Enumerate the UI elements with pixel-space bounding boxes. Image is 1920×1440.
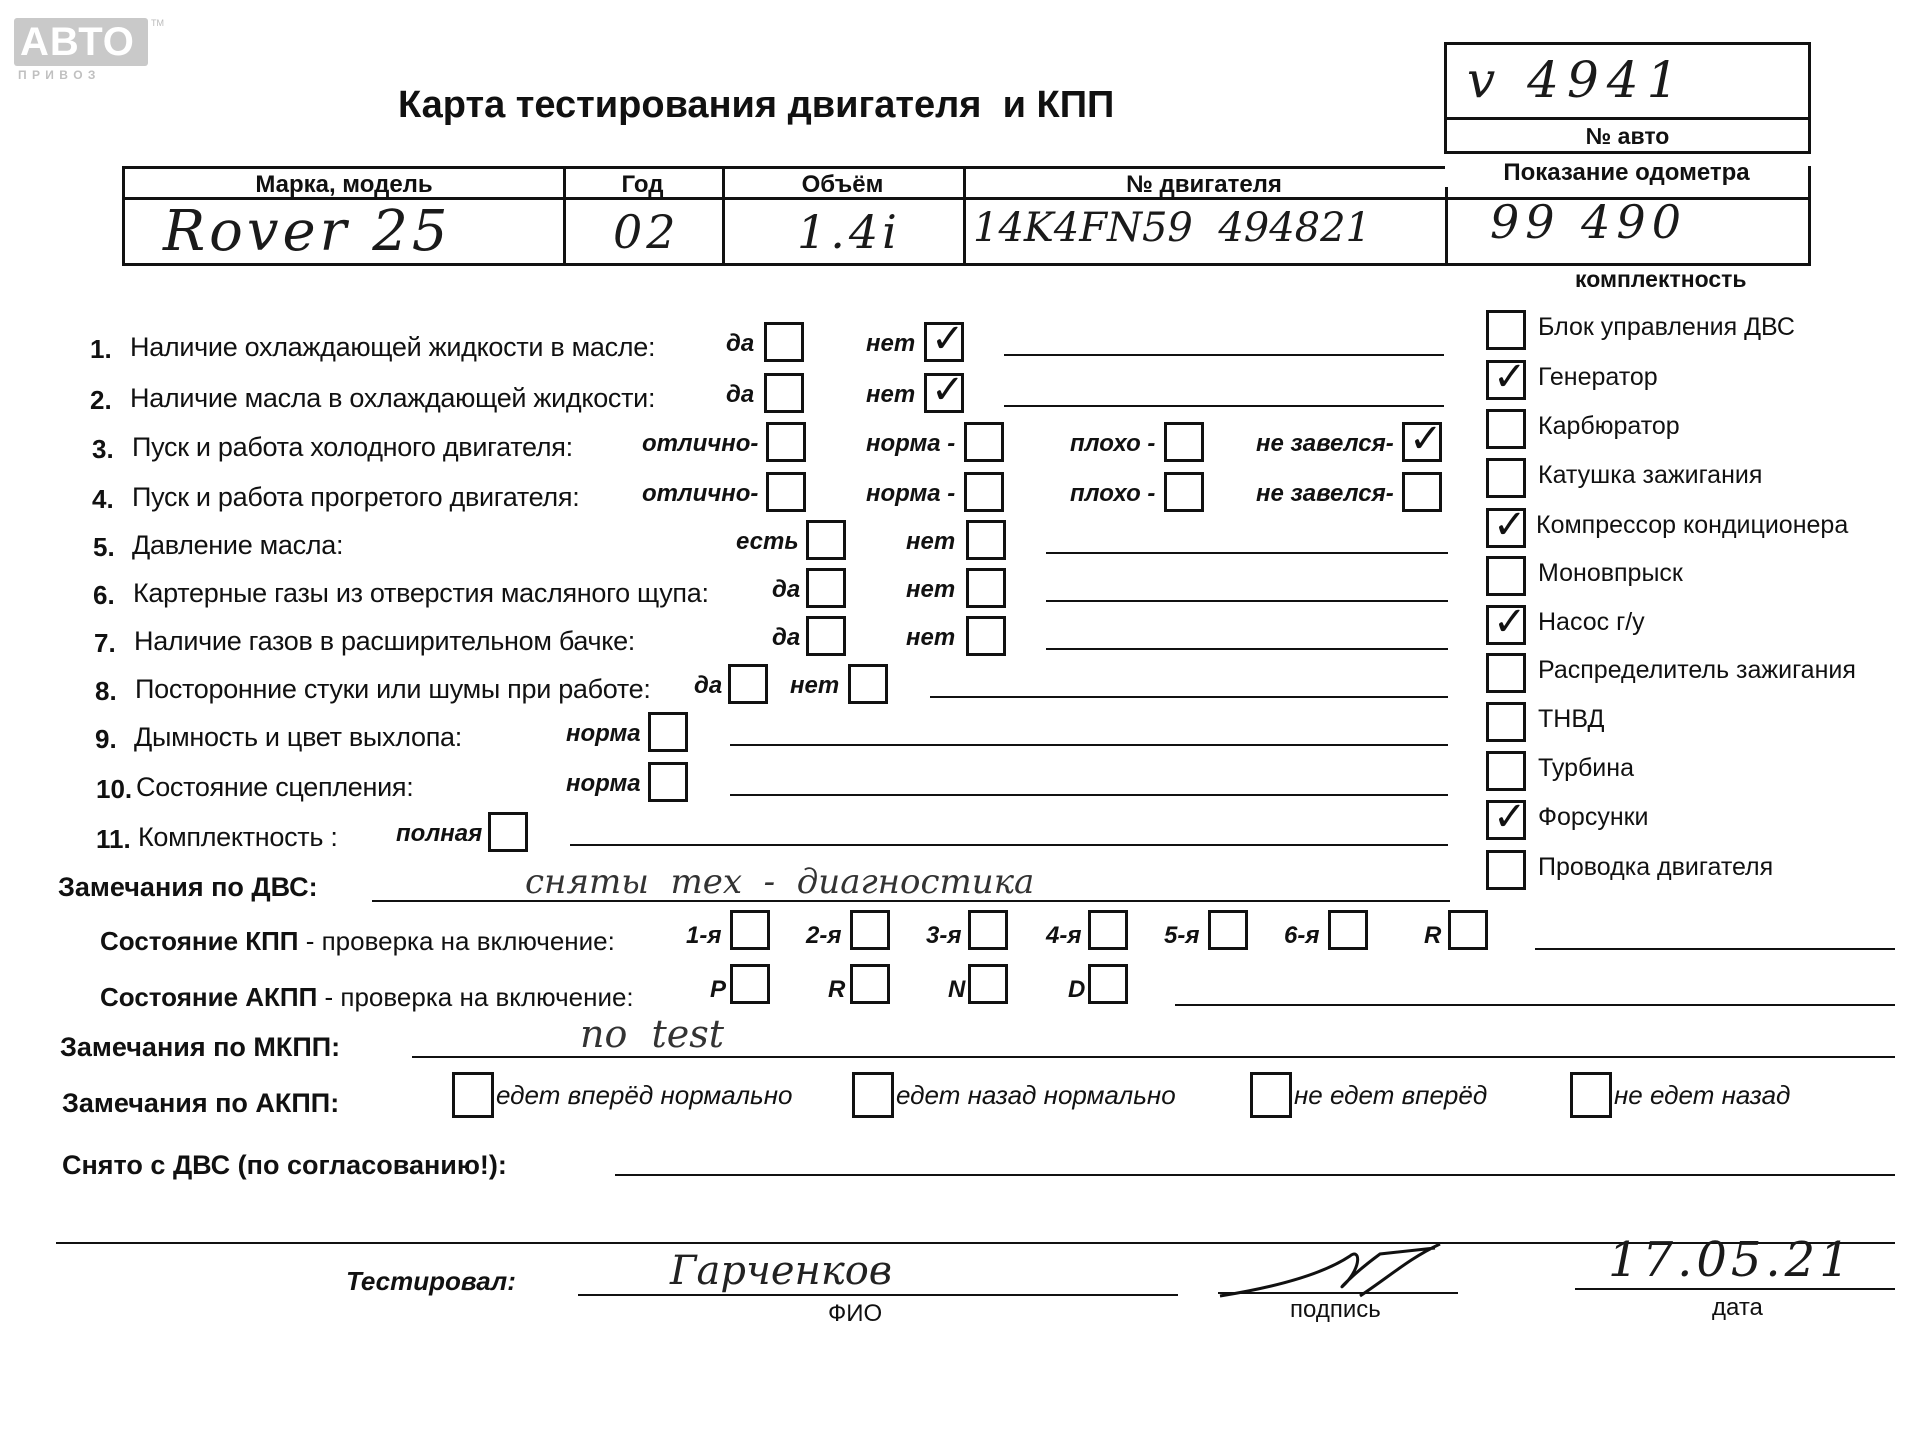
- option-checkbox[interactable]: [964, 422, 1004, 462]
- tested-by-label: Тестировал:: [346, 1266, 516, 1296]
- completeness-item-label: ТНВД: [1538, 705, 1605, 733]
- option-checkbox[interactable]: [766, 472, 806, 512]
- logo: [14, 18, 164, 82]
- question-answer-line: [930, 696, 1448, 698]
- question-number: 3.: [92, 434, 114, 464]
- engine-remarks-handwritten: сняты тех - диагностика: [525, 862, 1035, 902]
- kpp-gear-label: 2-я: [806, 922, 842, 949]
- completeness-item-label: Распределитель зажигания: [1538, 656, 1856, 684]
- vehicle-id-box: [1444, 42, 1811, 154]
- vehicle-id-handwritten: v 4941: [1467, 51, 1687, 109]
- option-checkbox[interactable]: [806, 520, 846, 560]
- question-answer-line: [1046, 552, 1448, 554]
- option-checkbox[interactable]: [966, 520, 1006, 560]
- option-checkbox[interactable]: [764, 373, 804, 413]
- option-label: есть: [736, 528, 799, 555]
- checkmark-icon: ✓: [1493, 502, 1527, 548]
- completeness-title: комплектность: [1575, 266, 1747, 292]
- option-label: норма: [566, 720, 641, 747]
- kpp-label-bold: Состояние КПП: [100, 926, 299, 956]
- option-label: не завелся-: [1256, 430, 1394, 457]
- value-engine-number: 14K4FN59 494821: [973, 205, 1372, 251]
- completeness-item-label: Турбина: [1538, 754, 1634, 782]
- date-label: дата: [1712, 1294, 1763, 1321]
- option-label: отлично-: [642, 480, 759, 507]
- vehicle-info-table: [122, 159, 1811, 266]
- completeness-checkbox[interactable]: [1486, 653, 1526, 693]
- completeness-item-label: Компрессор кондиционера: [1536, 511, 1849, 539]
- fio-label: ФИО: [828, 1300, 883, 1327]
- checkmark-icon: ✓: [931, 316, 965, 362]
- mkpp-remarks-handwritten: no test: [580, 1012, 725, 1056]
- question-text: Пуск и работа холодного двигателя:: [132, 432, 573, 462]
- akpp-remark-label: не едет вперёд: [1294, 1080, 1488, 1110]
- akpp-remark-checkbox[interactable]: [1250, 1072, 1292, 1118]
- header-volume: Объём: [801, 171, 884, 198]
- kpp-gear-label: 5-я: [1164, 922, 1200, 949]
- akpp-gear-label: N: [948, 976, 966, 1003]
- option-checkbox[interactable]: [488, 812, 528, 852]
- checkmark-icon: ✓: [1493, 354, 1527, 400]
- question-number: 9.: [95, 724, 117, 754]
- option-checkbox[interactable]: [966, 616, 1006, 656]
- option-checkbox[interactable]: [648, 712, 688, 752]
- page-title: Карта тестирования двигателя и КПП: [398, 84, 1115, 126]
- option-checkbox[interactable]: [964, 472, 1004, 512]
- question-number: 5.: [93, 532, 115, 562]
- akpp-remark-checkbox[interactable]: [452, 1072, 494, 1118]
- checkmark-icon: ✓: [1409, 416, 1443, 462]
- option-label: плохо -: [1070, 480, 1156, 507]
- option-checkbox[interactable]: [924, 367, 965, 413]
- header-year: Год: [621, 171, 664, 198]
- logo-text: АВТО: [20, 20, 135, 64]
- date-line: [1575, 1288, 1895, 1290]
- kpp-gear-label: 1-я: [686, 922, 722, 949]
- option-label: норма -: [866, 430, 956, 457]
- question-text: Пуск и работа прогретого двигателя:: [132, 482, 580, 512]
- akpp-gear-checkbox[interactable]: [1088, 964, 1128, 1004]
- option-checkbox[interactable]: [924, 316, 965, 362]
- kpp-gear-checkbox[interactable]: [968, 910, 1008, 950]
- completeness-item-label: Моновпрыск: [1538, 559, 1683, 587]
- name-line: [578, 1294, 1178, 1296]
- completeness-checkbox[interactable]: [1486, 310, 1526, 350]
- vehicle-id-label: № авто: [1585, 123, 1670, 149]
- completeness-checkbox[interactable]: [1486, 354, 1527, 400]
- completeness-item-label: Генератор: [1538, 363, 1658, 391]
- completeness-item-label: Насос г/у: [1538, 608, 1645, 636]
- question-answer-line: [730, 794, 1448, 796]
- option-checkbox[interactable]: [966, 568, 1006, 608]
- kpp-gear-label: 4-я: [1046, 922, 1082, 949]
- logo-tm: TM: [151, 18, 164, 28]
- question-text: Комплектность :: [138, 822, 338, 852]
- question-text: Наличие газов в расширительном бачке:: [134, 626, 636, 656]
- completeness-item-label: Форсунки: [1538, 803, 1649, 831]
- removed-line-1: [615, 1174, 1895, 1176]
- question-number: 7.: [94, 628, 116, 658]
- kpp-gear-label: 6-я: [1284, 922, 1320, 949]
- completeness-item-label: Блок управления ДВС: [1538, 313, 1795, 341]
- kpp-gear-label: R: [1424, 922, 1442, 949]
- mkpp-remarks-line: [412, 1056, 1895, 1058]
- akpp-remark-checkbox[interactable]: [852, 1072, 894, 1118]
- question-text: Наличие охлаждающей жидкости в масле:: [130, 332, 656, 362]
- akpp-remark-label: едет вперёд нормально: [496, 1080, 793, 1110]
- akpp-gear-checkbox[interactable]: [850, 964, 890, 1004]
- logo-subtitle: П Р И В О З: [18, 68, 97, 82]
- option-label: нет: [790, 672, 840, 699]
- option-checkbox[interactable]: [1402, 472, 1442, 512]
- engine-remarks-label: Замечания по ДВС:: [58, 872, 318, 902]
- header-engine-number: № двигателя: [1126, 171, 1282, 198]
- option-label: нет: [906, 576, 956, 603]
- akpp-remarks-label: Замечания по АКПП:: [62, 1088, 340, 1118]
- completeness-checkbox[interactable]: [1486, 702, 1526, 742]
- question-answer-line: [1046, 600, 1448, 602]
- option-label: норма: [566, 770, 641, 797]
- value-volume: 1.4i: [797, 205, 901, 259]
- akpp-gear-label: D: [1068, 976, 1086, 1003]
- question-text: Наличие масла в охлаждающей жидкости:: [130, 383, 656, 413]
- option-checkbox[interactable]: [1164, 472, 1204, 512]
- question-text: Состояние сцепления:: [136, 772, 414, 802]
- kpp-label: [100, 926, 615, 957]
- akpp-label-rest: - проверка на включение:: [317, 982, 634, 1012]
- option-label: полная: [396, 820, 483, 847]
- completeness-checkbox[interactable]: [1486, 458, 1526, 498]
- kpp-gear-checkbox[interactable]: [1328, 910, 1368, 950]
- option-label: не завелся-: [1256, 480, 1394, 507]
- kpp-gear-checkbox[interactable]: [850, 910, 890, 950]
- option-label: да: [726, 381, 755, 408]
- removed-label: Снято с ДВС (по согласованию!):: [62, 1150, 507, 1180]
- vehicle-id-divider: [1447, 117, 1808, 120]
- completeness-checkbox[interactable]: [1486, 409, 1526, 449]
- akpp-remark-label: не едет назад: [1614, 1080, 1791, 1110]
- question-text: Давление масла:: [132, 530, 344, 560]
- completeness-checkbox[interactable]: [1486, 599, 1527, 645]
- question-answer-line: [570, 844, 1448, 846]
- completeness-item-label: Карбюратор: [1538, 412, 1680, 440]
- option-checkbox[interactable]: [1164, 422, 1204, 462]
- completeness-checkbox[interactable]: [1486, 556, 1526, 596]
- completeness-item-label: Проводка двигателя: [1538, 853, 1774, 881]
- checkmark-icon: ✓: [1493, 599, 1527, 645]
- completeness-checkbox[interactable]: [1486, 850, 1526, 890]
- kpp-gear-checkbox[interactable]: [1088, 910, 1128, 950]
- kpp-line: [1535, 948, 1895, 950]
- kpp-gear-checkbox[interactable]: [730, 910, 770, 950]
- option-checkbox[interactable]: [848, 664, 888, 704]
- akpp-remark-checkbox[interactable]: [1570, 1072, 1612, 1118]
- option-label: нет: [866, 381, 916, 408]
- option-checkbox[interactable]: [806, 568, 846, 608]
- option-checkbox[interactable]: [766, 422, 806, 462]
- akpp-remark-label: едет назад нормально: [896, 1080, 1176, 1110]
- question-answer-line: [1046, 648, 1448, 650]
- question-number: 2.: [90, 385, 112, 415]
- date-handwritten: 17.05.21: [1608, 1232, 1854, 1288]
- question-number: 8.: [95, 676, 117, 706]
- question-number: 10.: [96, 774, 133, 804]
- option-checkbox[interactable]: [728, 664, 768, 704]
- option-label: нет: [906, 624, 956, 651]
- option-checkbox[interactable]: [648, 762, 688, 802]
- option-label: да: [694, 672, 723, 699]
- completeness-checkbox[interactable]: [1486, 794, 1527, 840]
- akpp-gear-label: P: [710, 976, 727, 1003]
- question-answer-line: [730, 744, 1448, 746]
- value-year: 02: [613, 205, 680, 259]
- question-text: Посторонние стуки или шумы при работе:: [135, 674, 651, 704]
- kpp-gear-checkbox[interactable]: [1448, 910, 1488, 950]
- option-checkbox[interactable]: [764, 322, 804, 362]
- option-label: нет: [906, 528, 956, 555]
- option-checkbox[interactable]: [806, 616, 846, 656]
- question-answer-line: [1004, 354, 1444, 356]
- question-number: 11.: [96, 824, 131, 854]
- checkmark-icon: ✓: [1493, 794, 1527, 840]
- sign-label: подпись: [1290, 1296, 1381, 1323]
- header-make-model: Марка, модель: [255, 171, 433, 198]
- akpp-line: [1175, 1004, 1895, 1006]
- checkmark-icon: ✓: [931, 367, 965, 413]
- akpp-gear-checkbox[interactable]: [968, 964, 1008, 1004]
- kpp-label-rest: - проверка на включение:: [298, 926, 615, 956]
- akpp-gear-label: R: [828, 976, 846, 1003]
- akpp-label-bold: Состояние АКПП: [100, 982, 318, 1012]
- completeness-checkbox[interactable]: [1486, 751, 1526, 791]
- completeness-checkbox[interactable]: [1486, 502, 1527, 548]
- option-label: нет: [866, 330, 916, 357]
- option-label: да: [772, 576, 801, 603]
- question-number: 1.: [90, 334, 112, 364]
- name-handwritten: Гарченков: [670, 1248, 893, 1294]
- option-label: плохо -: [1070, 430, 1156, 457]
- completeness-item-label: Катушка зажигания: [1538, 461, 1763, 489]
- option-label: да: [726, 330, 755, 357]
- question-text: Дымность и цвет выхлопа:: [134, 722, 462, 752]
- kpp-gear-checkbox[interactable]: [1208, 910, 1248, 950]
- mkpp-remarks-label: Замечания по МКПП:: [60, 1032, 341, 1062]
- option-label: отлично-: [642, 430, 759, 457]
- akpp-label: [100, 982, 634, 1013]
- option-label: да: [772, 624, 801, 651]
- question-text: Картерные газы из отверстия масляного щупа:: [133, 578, 709, 608]
- option-checkbox[interactable]: [1402, 416, 1443, 462]
- value-odometer: 99 490: [1490, 195, 1687, 249]
- question-number: 6.: [93, 580, 115, 610]
- akpp-gear-checkbox[interactable]: [730, 964, 770, 1004]
- kpp-gear-label: 3-я: [926, 922, 962, 949]
- question-number: 4.: [92, 484, 114, 514]
- value-make-model: Rover 25: [163, 199, 452, 264]
- question-answer-line: [1004, 405, 1444, 407]
- header-odometer: Показание одометра: [1445, 159, 1808, 187]
- option-label: норма -: [866, 480, 956, 507]
